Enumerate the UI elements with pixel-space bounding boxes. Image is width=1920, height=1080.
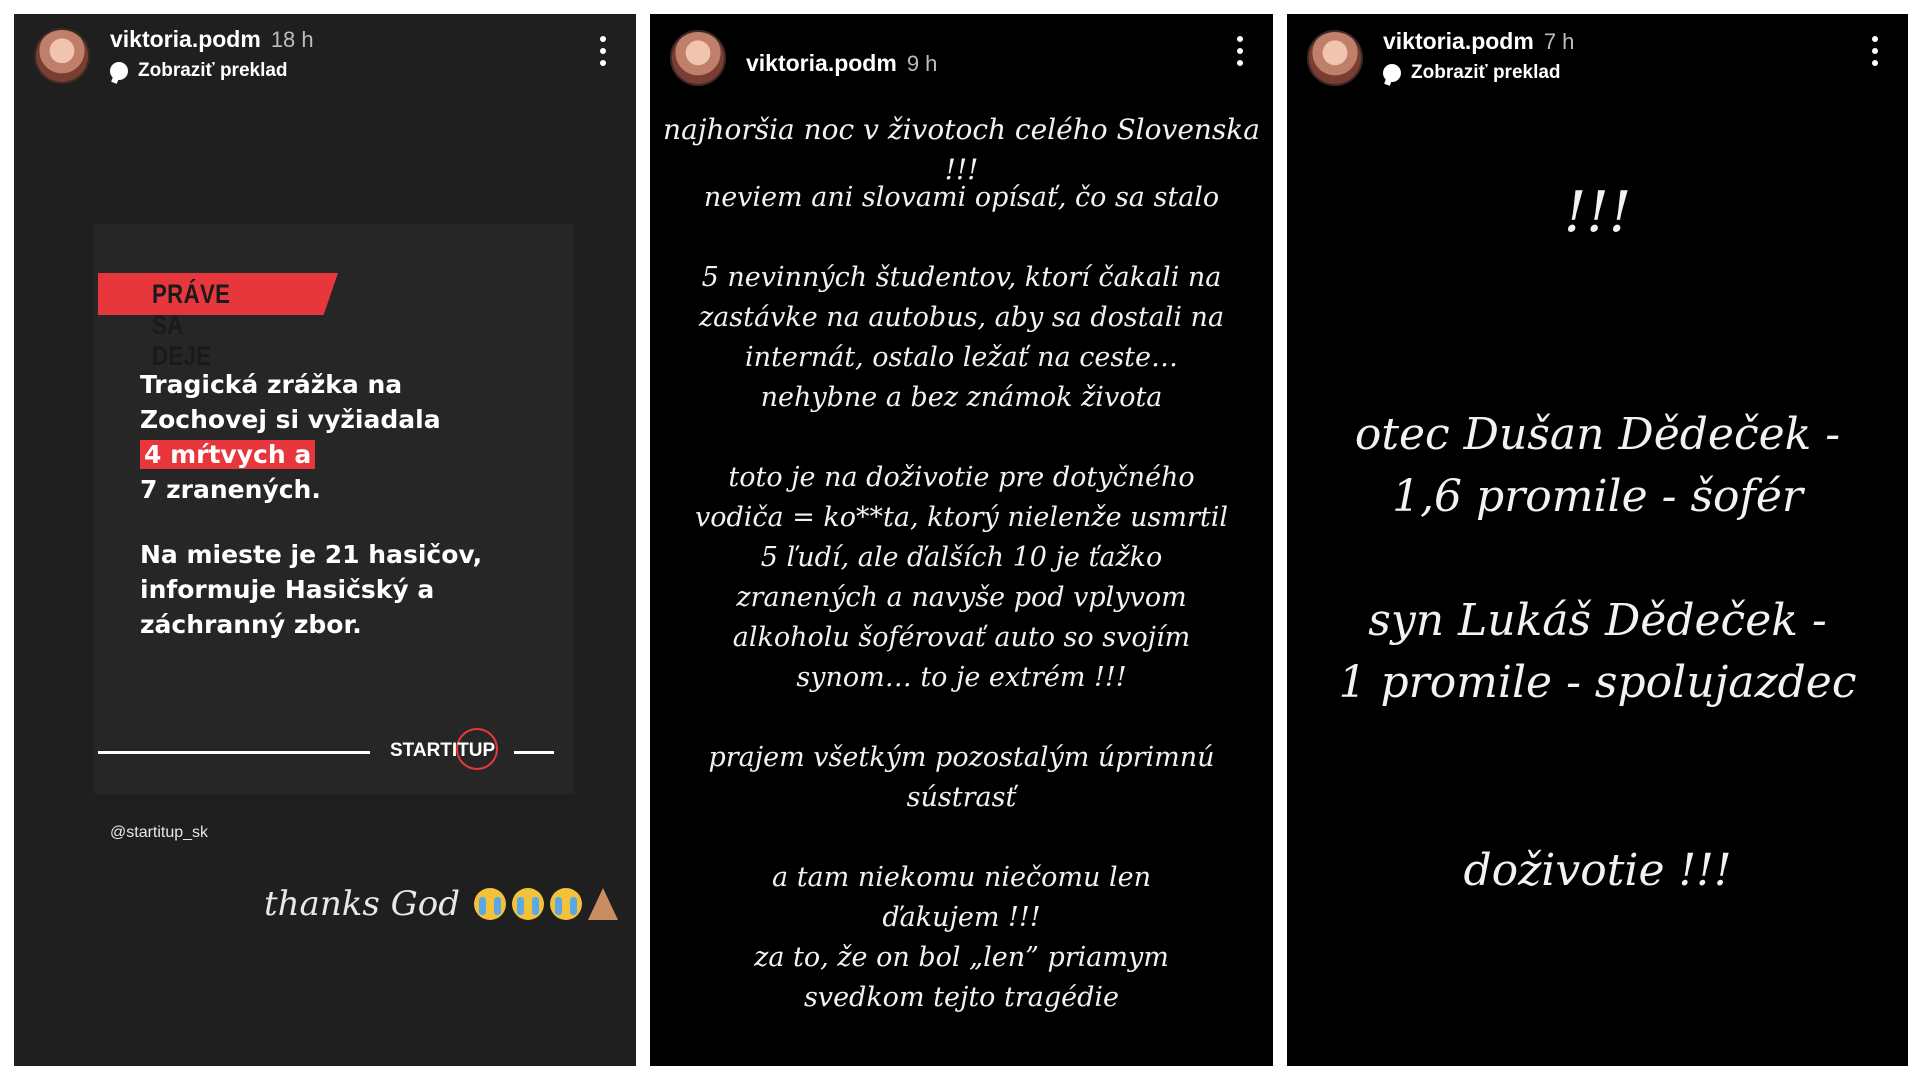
story-text-line: vodiča = ko**ta, ktorý nielenže usmrtil bbox=[694, 502, 1229, 533]
praying-hands-icon bbox=[588, 888, 618, 920]
story-time: 7 h bbox=[1543, 29, 1575, 54]
story-text-line: 1 promile - spolujazdec bbox=[1338, 657, 1857, 708]
story-text-line: internát, ostalo ležať na ceste… bbox=[744, 342, 1178, 373]
story-text-line: a tam niekomu niečomu len bbox=[772, 862, 1151, 893]
news-line: 7 zranených. bbox=[140, 475, 321, 504]
more-options-icon[interactable] bbox=[1872, 36, 1880, 72]
story-panel-3[interactable] bbox=[1287, 14, 1908, 1066]
story-text-line: doživotie !!! bbox=[1463, 845, 1732, 896]
news-line-highlight: 4 mŕtvych a bbox=[140, 440, 315, 469]
translate-button[interactable] bbox=[110, 60, 288, 82]
banner-label: PRÁVE SA DEJE bbox=[152, 279, 231, 371]
news-line: záchranný zbor. bbox=[140, 610, 362, 639]
translate-label: Zobraziť preklad bbox=[1411, 62, 1561, 83]
story-time: 18 h bbox=[270, 27, 314, 52]
story-text-line: svedkom tejto tragédie bbox=[803, 982, 1120, 1013]
translate-button[interactable] bbox=[1383, 62, 1561, 84]
story-text-line: syn Lukáš Dědeček - bbox=[1368, 595, 1827, 646]
news-line: Zochovej si vyžiadala bbox=[140, 405, 441, 434]
story-text-line: synom… to je extrém !!! bbox=[796, 662, 1127, 693]
story-header bbox=[14, 14, 636, 104]
story-panel-1[interactable] bbox=[14, 14, 636, 1066]
avatar[interactable] bbox=[670, 30, 726, 86]
username[interactable]: viktoria.podm 18 h bbox=[110, 26, 314, 52]
crying-emoji-icon bbox=[474, 888, 506, 920]
story-text-line: !!! bbox=[1563, 180, 1632, 245]
story-text-line: za to, že on bol „len” priamym bbox=[754, 942, 1169, 973]
news-line: Na mieste je 21 hasičov, bbox=[140, 540, 483, 569]
caption-text: thanks God bbox=[264, 884, 460, 924]
news-line: informuje Hasičský a bbox=[140, 575, 435, 604]
avatar[interactable] bbox=[34, 28, 90, 84]
story-text-line: nehybne a bez známok života bbox=[760, 382, 1163, 413]
crying-emoji-icon bbox=[550, 888, 582, 920]
story-text-line: sústrasť bbox=[906, 782, 1017, 813]
story-text-line: ďakujem !!! bbox=[882, 902, 1041, 933]
username[interactable]: viktoria.podm 9 h bbox=[746, 50, 938, 76]
story-text-line: otec Dušan Dědeček - bbox=[1354, 409, 1841, 460]
story-text-line: toto je na doživotie pre dotyčného bbox=[728, 462, 1195, 493]
translate-icon bbox=[1383, 64, 1401, 82]
story-header bbox=[650, 14, 1273, 104]
story-text-line: alkoholu šoférovať auto so svojím bbox=[732, 622, 1191, 653]
crying-emoji-icon bbox=[512, 888, 544, 920]
divider bbox=[98, 751, 370, 754]
story-text-line: prajem všetkým pozostalým úprimnú bbox=[708, 742, 1215, 773]
story-text-line: 5 ľudí, ale ďalších 10 je ťažko bbox=[760, 542, 1163, 573]
story-text-line: neviem ani slovami opísať, čo sa stalo bbox=[703, 182, 1220, 213]
more-options-icon[interactable] bbox=[1237, 36, 1245, 72]
more-options-icon[interactable] bbox=[600, 36, 608, 72]
translate-icon bbox=[110, 62, 128, 80]
mention-sticker[interactable]: @startitup_sk bbox=[110, 824, 209, 841]
news-text-2 bbox=[140, 537, 482, 642]
story-panel-2[interactable] bbox=[650, 14, 1273, 1066]
news-line: Tragická zrážka na bbox=[140, 370, 403, 399]
story-text-line: 5 nevinných študentov, ktorí čakali na bbox=[701, 262, 1222, 293]
story-time: 9 h bbox=[906, 51, 938, 76]
caption bbox=[264, 884, 618, 924]
avatar[interactable] bbox=[1307, 30, 1363, 86]
story-text-line: zastávke na autobus, aby sa dostali na bbox=[698, 302, 1225, 333]
story-text-line: najhoršia noc v životoch celého Slovenska !!! bbox=[663, 113, 1260, 186]
username[interactable]: viktoria.podm 7 h bbox=[1383, 28, 1575, 54]
story-header bbox=[1287, 14, 1908, 104]
story-text-line: zranených a navyše pod vplyvom bbox=[736, 582, 1187, 613]
divider bbox=[514, 751, 554, 754]
translate-label: Zobraziť preklad bbox=[138, 60, 288, 81]
news-text-1 bbox=[140, 367, 441, 507]
story-text-line: 1,6 promile - šofér bbox=[1392, 471, 1803, 522]
brand-logo: STARTITUP bbox=[390, 740, 496, 761]
